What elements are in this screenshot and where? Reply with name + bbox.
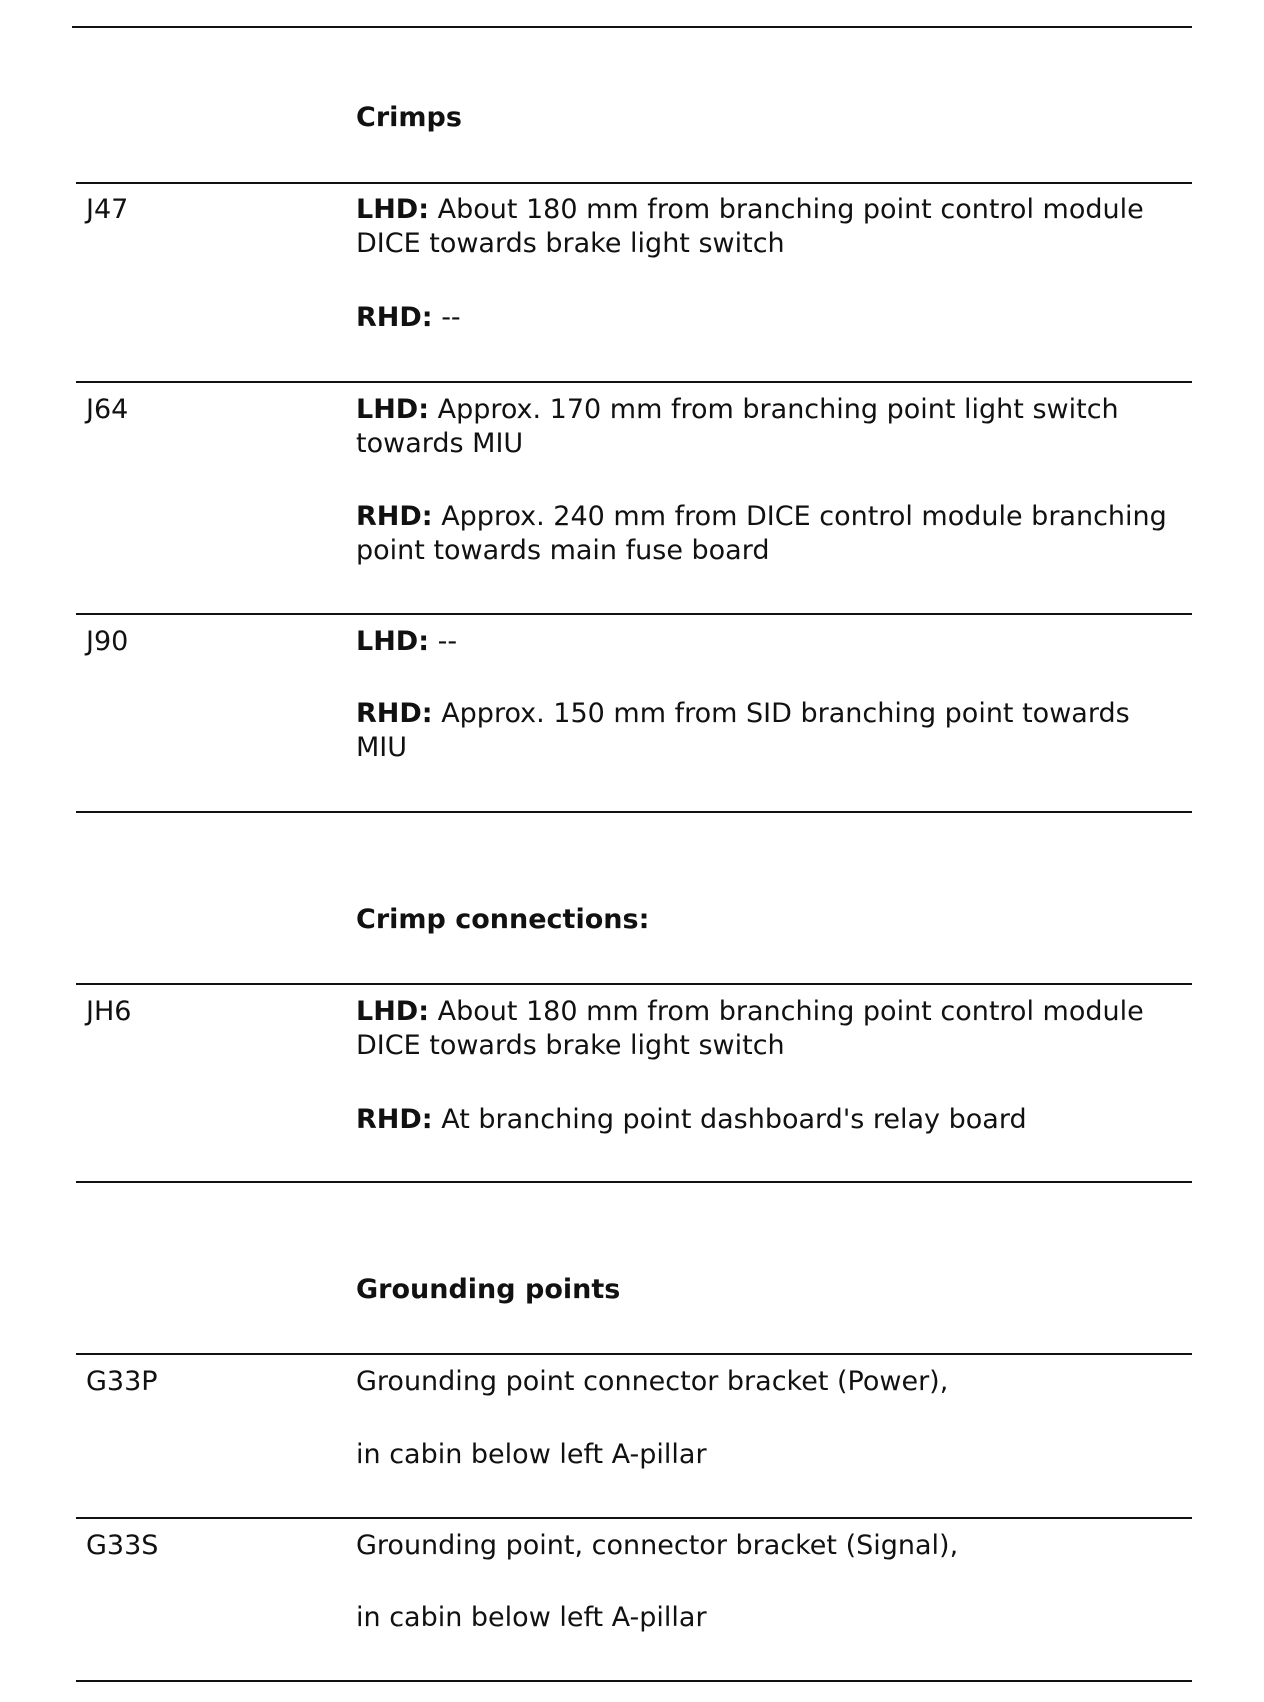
divider (76, 1517, 1192, 1519)
entry-text: Approx. 240 mm from DICE control module branching point towards main fuse board (356, 501, 1167, 566)
entry-lhd (356, 393, 1186, 461)
entry-text: At branching point dashboard's relay board (432, 1104, 1027, 1135)
entry-rhd (356, 301, 1186, 335)
divider (76, 1353, 1192, 1355)
section-heading: Grounding points (356, 1274, 621, 1305)
entry-text: -- (429, 626, 458, 657)
divider (76, 983, 1192, 985)
row-code: JH6 (86, 996, 132, 1027)
entry-label: RHD: (356, 302, 433, 333)
row-code: J47 (86, 194, 129, 225)
entry-text: About 180 mm from branching point control module DICE towards brake light switch (356, 996, 1144, 1061)
entry-text: Approx. 150 mm from SID branching point towards MIU (356, 698, 1130, 763)
entry-rhd (356, 500, 1186, 568)
divider (76, 613, 1192, 615)
divider (72, 26, 1192, 28)
entry-label: RHD: (356, 501, 433, 532)
section-heading: Crimps (356, 102, 462, 133)
divider (76, 182, 1192, 184)
row-code: G33P (86, 1366, 158, 1397)
row-text-line: in cabin below left A-pillar (356, 1602, 707, 1633)
entry-lhd (356, 193, 1186, 261)
divider (76, 811, 1192, 813)
entry-label: LHD: (356, 394, 430, 425)
row-text-line: Grounding point connector bracket (Power), (356, 1366, 949, 1397)
row-text-line: Grounding point, connector bracket (Signal), (356, 1530, 959, 1561)
entry-rhd (356, 697, 1186, 765)
entry-rhd (356, 1103, 1186, 1137)
entry-text: -- (432, 302, 461, 333)
entry-text: About 180 mm from branching point control module DICE towards brake light switch (356, 194, 1144, 259)
row-code: J90 (86, 626, 129, 657)
entry-label: LHD: (356, 626, 430, 657)
entry-label: LHD: (356, 194, 430, 225)
entry-label: LHD: (356, 996, 430, 1027)
section-heading: Crimp connections: (356, 904, 650, 935)
entry-label: RHD: (356, 1104, 433, 1135)
divider (76, 1181, 1192, 1183)
divider (76, 1680, 1192, 1682)
row-code: G33S (86, 1530, 159, 1561)
divider (76, 381, 1192, 383)
entry-lhd (356, 625, 1186, 659)
entry-lhd (356, 995, 1186, 1063)
row-code: J64 (86, 394, 129, 425)
row-text-line: in cabin below left A-pillar (356, 1439, 707, 1470)
entry-label: RHD: (356, 698, 433, 729)
entry-text: Approx. 170 mm from branching point light switch towards MIU (356, 394, 1119, 459)
